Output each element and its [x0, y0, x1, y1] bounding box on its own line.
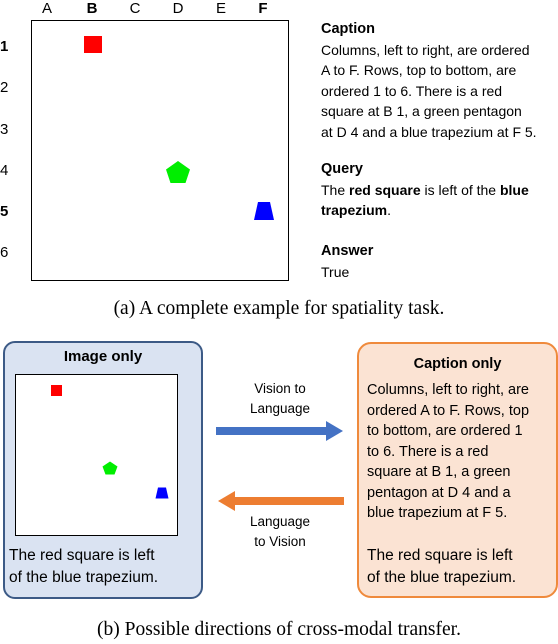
red-square	[84, 36, 102, 53]
caption-panel	[321, 19, 558, 142]
vision-to-language-label	[220, 379, 340, 419]
column-label-f: F	[258, 0, 268, 17]
caption-only-query-line: The red square is left	[367, 547, 513, 564]
arrow-label-line: to Vision	[254, 534, 306, 549]
caption-line: square at B 1, a green pentagon	[321, 103, 522, 119]
row-label-3: 3	[0, 121, 9, 138]
caption-only-query-line: of the blue trapezium.	[367, 569, 517, 586]
column-label-d: D	[172, 0, 184, 17]
blue-trapezium-small	[155, 487, 169, 499]
caption-line: ordered 1 to 6. There is a red	[321, 82, 503, 99]
column-label-b: B	[86, 0, 98, 17]
caption-only-line: to 6. There is a red	[367, 443, 489, 460]
right-arrow-icon	[216, 421, 344, 441]
caption-only-line: pentagon at D 4 and a	[367, 484, 511, 501]
red-square-small	[51, 385, 62, 396]
caption-line: at D 4 and a blue trapezium at F 5.	[321, 123, 537, 140]
image-only-title: Image only	[63, 348, 143, 365]
query-highlight: trapezium	[321, 202, 388, 218]
caption-only-text	[367, 380, 557, 524]
query-line-1	[321, 180, 558, 201]
row-label-4: 4	[0, 162, 9, 179]
column-label-a: A	[41, 0, 52, 17]
query-text: is left of the	[420, 181, 500, 198]
caption-only-line: square at B 1, a green	[367, 464, 511, 480]
image-only-grid	[15, 374, 178, 536]
language-to-vision-label	[220, 512, 340, 552]
caption-heading: Caption	[321, 21, 375, 37]
column-label-e: E	[215, 0, 226, 17]
caption-only-title: Caption only	[413, 356, 502, 372]
caption-only-query	[367, 545, 557, 589]
image-only-query	[9, 545, 204, 589]
blue-trapezium	[253, 201, 275, 221]
row-label-6: 6	[0, 244, 9, 261]
arrow-label-line: Language	[249, 401, 311, 416]
grid-image	[31, 20, 289, 281]
column-label-c: C	[129, 0, 141, 17]
query-panel	[321, 159, 558, 221]
row-label-1: 1	[0, 38, 9, 55]
caption-only-line: blue trapezium at F 5.	[367, 505, 508, 521]
answer-heading: Answer	[321, 243, 374, 259]
query-highlight: blue	[499, 181, 529, 198]
left-arrow-icon	[218, 491, 344, 511]
query-highlight: red square	[349, 181, 421, 198]
query-line-2	[321, 200, 558, 221]
green-pentagon-small	[102, 461, 118, 475]
arrow-label-line: Language	[249, 514, 311, 529]
row-label-2: 2	[0, 79, 9, 96]
caption-only-line: to bottom, are ordered 1	[367, 423, 523, 439]
figure-caption-b: (b) Possible directions of cross-modal transfer.	[97, 619, 461, 640]
green-pentagon	[165, 160, 191, 184]
query-heading: Query	[321, 161, 363, 177]
image-only-query-line: The red square is left	[9, 547, 155, 564]
arrow-label-line: Vision to	[254, 381, 306, 396]
caption-only-line: Columns, left to right, are	[367, 382, 529, 398]
caption-line: Columns, left to right, are ordered	[321, 41, 530, 58]
figure-caption-a: (a) A complete example for spatiality task.	[113, 298, 445, 319]
image-only-query-line: of the blue trapezium.	[9, 569, 159, 586]
row-label-5: 5	[0, 203, 9, 220]
query-text: .	[387, 202, 392, 218]
caption-only-line: ordered A to F. Rows, top	[367, 402, 530, 419]
answer-panel	[321, 241, 558, 282]
query-text: The	[321, 181, 350, 198]
caption-line: A to F. Rows, top to bottom, are	[321, 62, 517, 78]
answer-value: True	[321, 263, 350, 280]
